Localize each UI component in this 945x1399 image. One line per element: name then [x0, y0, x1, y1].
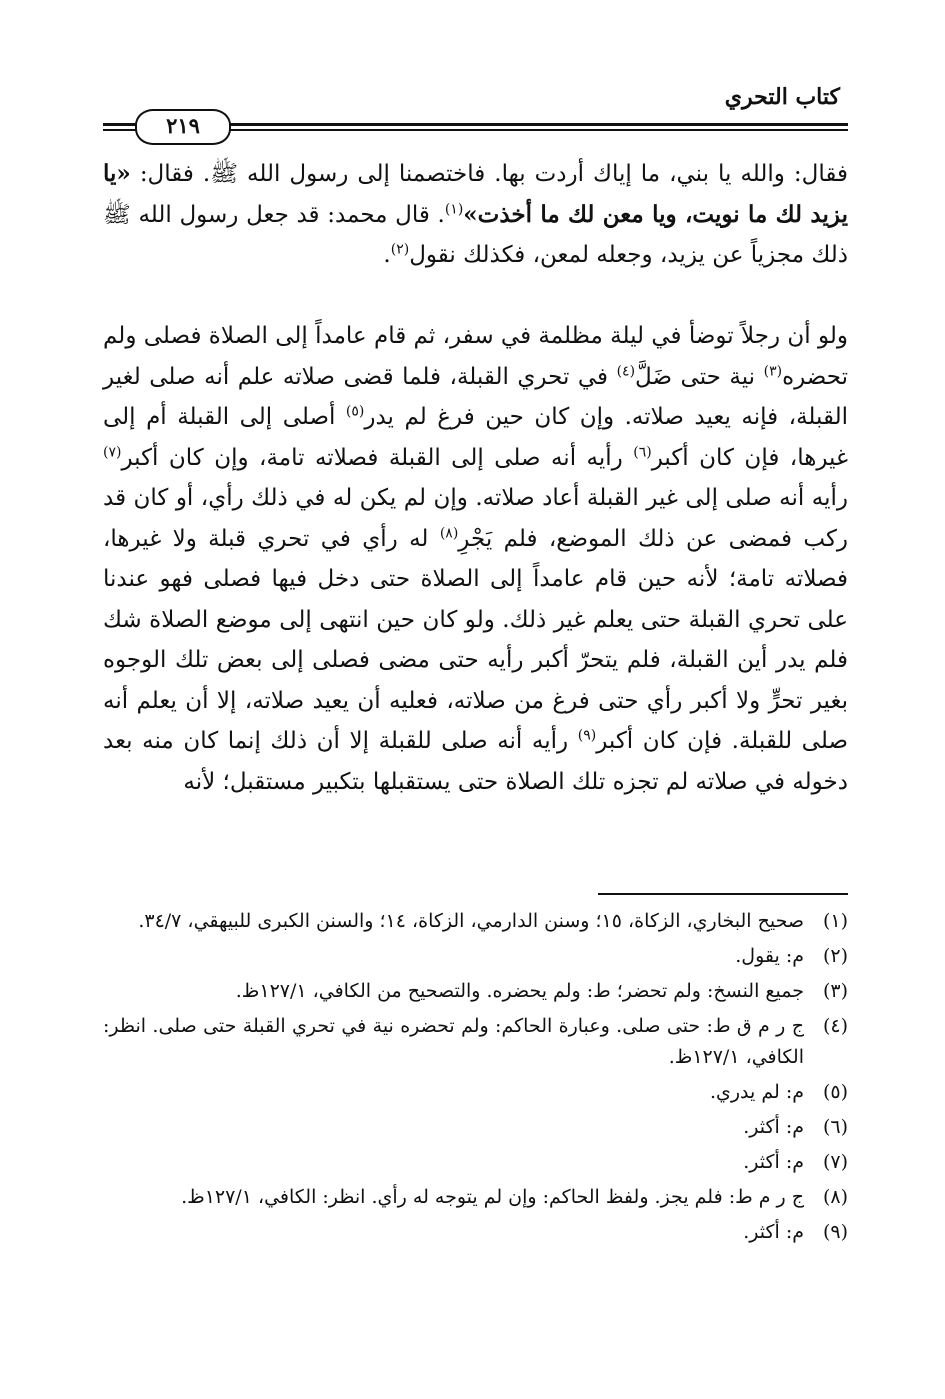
footnote-text: م: أكثر.	[743, 1221, 804, 1243]
paragraph-1-end: .	[383, 242, 391, 268]
footnote-item	[103, 976, 848, 1007]
paragraph-2-text: ولو أن رجلاً توضأ في ليلة مظلمة في سفر، ثم قام عامداً إلى الصلاة فصلى ولم تحضره	[103, 323, 848, 390]
footnote-text: ج ر م ط: فلم يجز. ولفظ الحاكم: وإن لم يتوجه له رأي. انظر: الكافي، ١٢٧/١ظ.	[181, 1186, 804, 1208]
paragraph-1-text-cont: . قال محمد: قد جعل رسول الله ﷺ ذلك مجزياً عن يزيد، وجعله لمعن، فكذلك نقول	[103, 201, 848, 268]
footnote-text: م: يقول.	[735, 945, 804, 967]
footnote-ref-8: (٨)	[439, 524, 459, 541]
footnote-item	[103, 1147, 848, 1178]
paragraph-1	[103, 154, 848, 276]
footnote-ref-9: (٩)	[577, 727, 597, 744]
footnote-ref-2: (٢)	[390, 241, 410, 258]
footnote-number: (٣)	[822, 980, 848, 1002]
hadith-quote: «يا يزيد لك ما نويت، ويا معن لك ما أخذت»	[103, 160, 848, 228]
footnote-number: (٤)	[822, 1015, 848, 1037]
footnote-item	[103, 906, 848, 937]
paragraph-2-text: رأيه أنه صلى إلى غير القبلة أعاد صلاته. وإن لم يكن له في ذلك رأي، أو كان قد ركب فمضى عن ذلك الموضع، فلم يَجْرِ	[103, 485, 848, 552]
footnote-number: (١)	[822, 910, 848, 932]
footnote-separator	[598, 893, 848, 895]
footnote-ref-4: (٤)	[616, 362, 636, 379]
footnote-number: (٨)	[822, 1186, 848, 1208]
footnote-text: جميع النسخ: ولم تحضر؛ ط: ولم يحضره. والتصحيح من الكافي، ١٢٧/١ظ.	[235, 980, 804, 1002]
paragraph-2-text: نية حتى ضَلَّ	[635, 363, 764, 390]
paragraph-1-text: فقال: والله يا بني، ما إياك أردت بها. فاختصمنا إلى رسول الله ﷺ. فقال:	[139, 161, 848, 187]
footnote-text: ج ر م ق ط: حتى صلى. وعبارة الحاكم: ولم تحضره نية في تحري القبلة حتى صلى. انظر: الكافي، ١٢٧/١ظ.	[103, 1015, 804, 1068]
footnote-item	[103, 1182, 848, 1213]
footnote-text: م: لم يدري.	[709, 1081, 804, 1103]
footnote-number: (٩)	[822, 1221, 848, 1243]
footnote-number: (٢)	[822, 945, 848, 967]
paragraph-2-text: رأيه أنه صلى للقبلة إلا أن ذلك إنما كان منه بعد دخوله في صلاته لم تجزه تلك الصلاة حتى يستقبلها بتكبير مستقبل؛ لأنه	[103, 728, 848, 795]
footnote-ref-5: (٥)	[345, 403, 365, 420]
footnote-number: (٧)	[822, 1151, 848, 1173]
footnote-item	[103, 941, 848, 972]
footnote-item	[103, 1077, 848, 1108]
footnote-item	[103, 1217, 848, 1248]
footnote-ref-6: (٦)	[633, 443, 652, 460]
paragraph-2-text: في تحري القبلة، فلما قضى صلاته علم أنه صلى لغير القبلة، فإنه يعيد صلاته. وإن كان حين فرغ لم يدر	[103, 363, 848, 430]
footnotes-list	[103, 906, 848, 1252]
footnote-number: (٦)	[822, 1116, 848, 1138]
footnote-ref-1: (١)	[444, 200, 464, 217]
footnote-number: (٥)	[822, 1081, 848, 1103]
paragraph-2	[103, 316, 848, 802]
footnote-item	[103, 1011, 848, 1073]
footnote-ref-3: (٣)	[763, 362, 783, 379]
footnote-text: م: أكثر.	[743, 1116, 804, 1138]
paragraph-2-text: أصلى إلى القبلة أم إلى غيرها، فإن كان أكبر	[103, 404, 848, 471]
footnote-text: م: أكثر.	[743, 1151, 804, 1173]
paragraph-2-text: له رأي في تحري قبلة ولا غيرها، فصلاته تامة؛ لأنه حين قام عامداً إلى الصلاة حتى دخل فيها فصلى فهو عندنا على تحري القبلة حتى يعلم غير ذلك. ولو كان حين انتهى إلى موضع الصلاة شك فلم يدر أين القبلة، فلم يتحرّ أكبر رأيه حتى مضى فصلى إلى بعض تلك الوجوه بغير تحرٍّ ولا أكبر رأي حتى فرغ من صلاته، فعليه أن يعيد صلاته، إلا أن يعلم أنه صلى للقبلة. فإن كان أكبر	[103, 525, 848, 754]
footnote-item	[103, 1112, 848, 1143]
footnote-text: صحيح البخاري، الزكاة، ١٥؛ وسنن الدارمي، الزكاة، ١٤؛ والسنن الكبرى للبيهقي، ٣٤/٧.	[138, 910, 804, 932]
footnote-ref-7: (٧)	[103, 443, 122, 460]
page-number: ٢١٩	[135, 109, 231, 145]
running-title: كتاب التحري	[724, 84, 840, 110]
paragraph-2-text: رأيه أنه صلى إلى القبلة فصلاته تامة، وإن كان أكبر	[121, 444, 634, 471]
